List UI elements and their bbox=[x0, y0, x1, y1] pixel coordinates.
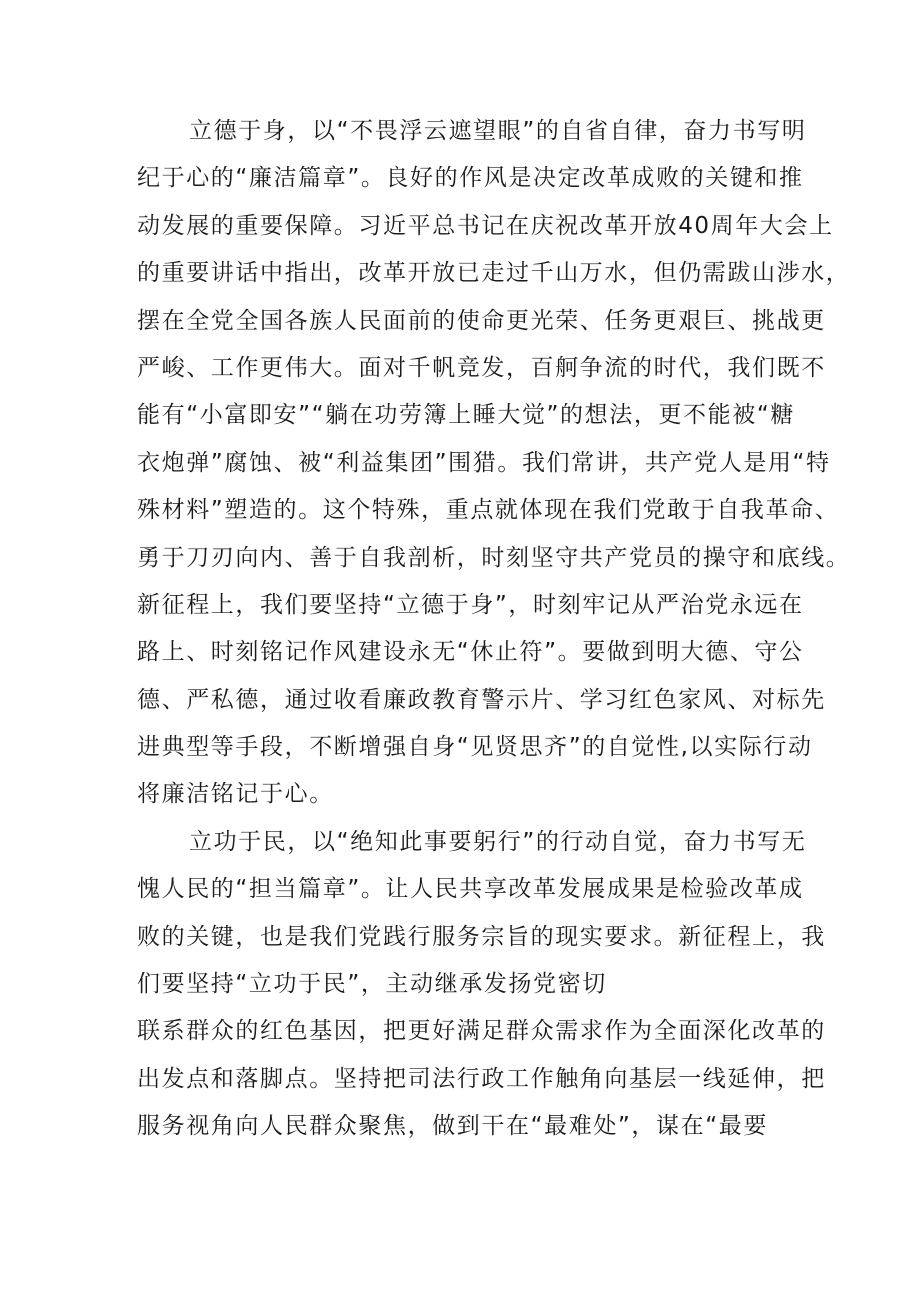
paragraph-line: 败的关键，也是我们党践行服务宗旨的现实要求。新征程上，我 bbox=[137, 923, 826, 950]
paragraph-line: 愧人民的“担当篇章”。让人民共享改革发展成果是检验改革成 bbox=[137, 876, 804, 903]
paragraph-line: 摆在全党全国各族人民面前的使命更光荣、任务更艰巨、挑战更 bbox=[137, 307, 826, 334]
paragraph-line: 纪于心的“廉洁篇章”。良好的作风是决定改革成败的关键和推 bbox=[137, 165, 804, 192]
paragraph-line: 进典型等手段，不断增强自身“见贤思齐”的自觉性,以实际行动 bbox=[137, 734, 813, 761]
paragraph-line: 严峻、工作更伟大。面对千帆竞发，百舸争流的时代，我们既不 bbox=[137, 354, 826, 381]
paragraph-line: 服务视角向人民群众聚焦，做到干在“最难处”，谋在“最要 bbox=[137, 1113, 768, 1140]
paragraph-line: 立功于民，以“绝知此事要躬行”的行动自觉，奋力书写无 bbox=[189, 828, 807, 855]
paragraph-line: 将廉洁铭记于心。 bbox=[137, 781, 334, 808]
paragraph-line: 德、严私德，通过收看廉政教育警示片、学习红色家风、对标先 bbox=[137, 686, 826, 713]
paragraph-line: 的重要讲话中指出，改革开放已走过千山万水，但仍需跋山涉水， bbox=[137, 260, 851, 287]
paragraph-line: 们要坚持“立功于民”，主动继承发扬党密切 bbox=[137, 971, 607, 998]
paragraph-line: 立德于身，以“不畏浮云遮望眼”的自省自律，奋力书写明 bbox=[189, 118, 807, 144]
paragraph-line: 出发点和落脚点。坚持把司法行政工作触角向基层一线延伸，把 bbox=[137, 1065, 826, 1092]
paragraph-line: 联系群众的红色基因，把更好满足群众需求作为全面深化改革的 bbox=[137, 1018, 826, 1045]
document-body bbox=[137, 108, 851, 1151]
paragraph-line: 殊材料”塑造的。这个特殊，重点就体现在我们党敢于自我革命、 bbox=[137, 497, 840, 524]
paragraph-line: 勇于刀刃向内、善于自我剖析，时刻坚守共产党员的操守和底线。 bbox=[137, 544, 851, 571]
paragraph-line: 新征程上，我们要坚持“立德于身”，时刻牢记从严治党永远在 bbox=[137, 591, 804, 618]
paragraph-line: 能有“小富即安”“躺在功劳簿上睡大觉”的想法，更不能被“糖 bbox=[137, 402, 795, 429]
paragraph-line: 动发展的重要保障。习近平总书记在庆祝改革开放40周年大会上 bbox=[137, 212, 834, 239]
paragraph-line: 衣炮弹”腐蚀、被“利益集团”围猎。我们常讲，共产党人是用“特 bbox=[137, 449, 831, 476]
paragraph-line: 路上、时刻铭记作风建设永无“休止符”。要做到明大德、守公 bbox=[137, 639, 804, 666]
